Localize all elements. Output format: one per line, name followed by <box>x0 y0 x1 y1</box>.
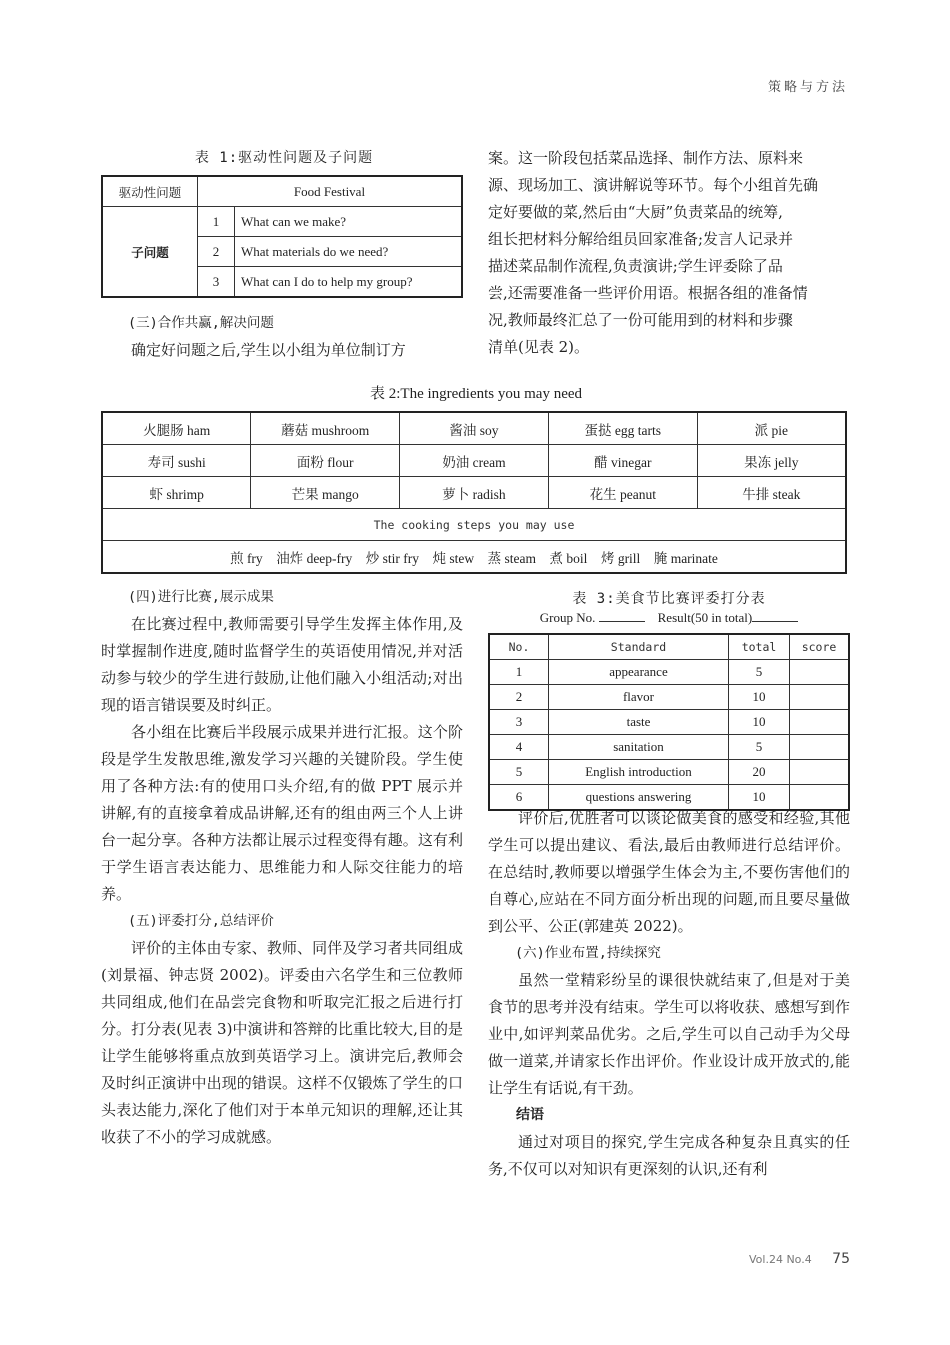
right-bottom-column <box>488 805 850 1183</box>
step-en: grill <box>617 550 641 566</box>
table1-question: What can we make? <box>235 207 463 237</box>
step-en: steam <box>504 550 537 566</box>
text-line: 组长把材料分解给组员回家准备;发言人记录并 <box>488 230 794 248</box>
table3-no: 5 <box>489 760 549 785</box>
step <box>433 551 475 566</box>
section-heading-3: (三)合作共赢,解决问题 <box>128 315 274 331</box>
ingredient-cell: 酱油 soy <box>400 412 549 445</box>
table3-score <box>790 710 850 735</box>
ingredient-cell: 面粉 flour <box>251 445 400 477</box>
table3-no: 6 <box>489 785 549 811</box>
paragraph: 评价的主体由专家、教师、同伴及学习者共同组成(刘景福、钟志贤 2002)。评委由六名学生和三位教师共同组成,他们在品尝完食物和听取完汇报之后进行打分。打分表(见表 3)中演讲和答辩的比重比较大,目的是让学生能够将重点放到英语学习上。演讲完后,教师会及时纠正演讲中出现的错误。这样不仅锻炼了学生的口头表达能力,深化了他们对于本单元知识的理解,还让其收获了不小的学习成就感。 <box>101 939 463 1146</box>
text-line: 况,教师最终汇总了一份可能用到的材料和步骤 <box>488 311 793 329</box>
conclusion-heading: 结语 <box>516 1107 544 1123</box>
ingredient-cell: 果冻 jelly <box>697 445 846 477</box>
ingredient-cell: 蘑菇 mushroom <box>251 412 400 445</box>
table3-subcaption <box>488 609 850 626</box>
result-label: Result(50 in total) <box>657 610 753 625</box>
ingredient-cell: 派 pie <box>697 412 846 445</box>
table2-caption: 表 2:The ingredients you may need <box>369 386 583 402</box>
table3-standard: sanitation <box>549 735 729 760</box>
table1-num: 2 <box>198 237 235 267</box>
ingredient-cell: 火腿肠 ham <box>102 412 251 445</box>
cooking-steps-row <box>102 541 846 574</box>
step <box>488 551 536 566</box>
step-zh: 烤 <box>600 550 615 566</box>
paragraph: 确定好问题之后,学生以小组为单位制订方 <box>131 341 406 359</box>
step-zh: 腌 <box>653 550 668 566</box>
table3-header: score <box>790 634 850 660</box>
table3-total: 10 <box>729 785 790 811</box>
step-zh: 煮 <box>549 550 564 566</box>
paragraph: 评价后,优胜者可以谈论做美食的感受和经验,其他学生可以提出建议、看法,最后由教师进行总结评价。在总结时,教师要以增强学生体会为主,不要伤害他们的自尊心,应站在不同方面分析出现的问题,而且要尽量做到公平、公正(郭建英 2022)。 <box>488 809 850 935</box>
group-label: Group No. <box>539 610 596 625</box>
ingredient-cell: 花生 peanut <box>548 477 697 509</box>
table3-total: 10 <box>729 685 790 710</box>
table3-no: 4 <box>489 735 549 760</box>
text-line: 案。这一阶段包括菜品选择、制作方法、原料来 <box>488 149 804 167</box>
ingredient-cell: 醋 vinegar <box>548 445 697 477</box>
step <box>276 551 352 566</box>
table1-question: What materials do we need? <box>235 237 463 267</box>
table1-caption: 表 1:驱动性问题及子问题 <box>194 150 374 166</box>
text-line: 描述菜品制作流程,负责演讲;学生评委除了品 <box>488 257 783 275</box>
table3-score <box>790 735 850 760</box>
section-header: 策略与方法 <box>767 80 848 95</box>
step <box>654 551 718 566</box>
step-en: boil <box>566 550 588 566</box>
table1-row-header-2: 子问题 <box>102 207 198 298</box>
step-zh: 煎 <box>230 550 244 566</box>
table1-question: What can I do to help my group? <box>235 267 463 298</box>
table3-header: total <box>729 634 790 660</box>
table1-num: 1 <box>198 207 235 237</box>
step <box>230 551 263 566</box>
step-zh: 炖 <box>432 550 447 566</box>
ingredient-cell: 萝卜 radish <box>400 477 549 509</box>
blank-line <box>599 609 645 622</box>
section-heading-4: (四)进行比赛,展示成果 <box>128 589 274 605</box>
step <box>601 551 640 566</box>
step-zh: 炒 <box>365 550 380 566</box>
table3-no: 3 <box>489 710 549 735</box>
step-zh: 油炸 <box>276 550 304 566</box>
table3-no: 1 <box>489 660 549 685</box>
ingredient-cell: 牛排 steak <box>697 477 846 509</box>
table3-standard: taste <box>549 710 729 735</box>
ingredient-cell: 蛋挞 egg tarts <box>548 412 697 445</box>
table3 <box>488 633 850 811</box>
text-line: 清单(见表 2)。 <box>488 338 590 356</box>
table3-total: 5 <box>729 660 790 685</box>
step-zh: 蒸 <box>487 550 502 566</box>
step <box>366 551 419 566</box>
text-line: 定好要做的菜,然后由“大厨”负责菜品的统筹, <box>488 203 783 221</box>
step-en: fry <box>246 550 263 566</box>
table2 <box>101 411 847 574</box>
step-en: stir fry <box>382 550 420 566</box>
table3-total: 10 <box>729 710 790 735</box>
table3-total: 20 <box>729 760 790 785</box>
table3-standard: appearance <box>549 660 729 685</box>
section-heading-5: (五)评委打分,总结评价 <box>128 913 274 929</box>
table3-caption: 表 3:美食节比赛评委打分表 <box>572 591 766 607</box>
right-top-text <box>488 145 850 361</box>
table3-header: Standard <box>549 634 729 660</box>
page-footer <box>749 1251 850 1267</box>
page-number: 75 <box>832 1251 850 1267</box>
step-en: marinate <box>670 550 718 566</box>
cooking-steps-title: The cooking steps you may use <box>102 509 846 541</box>
text-line: 源、现场加工、演讲解说等环节。每个小组首先确 <box>488 176 819 194</box>
ingredient-cell: 芒果 mango <box>251 477 400 509</box>
table3-header: No. <box>489 634 549 660</box>
section-heading-6: (六)作业布置,持续探究 <box>515 945 661 961</box>
paragraph: 各小组在比赛后半段展示成果并进行汇报。这个阶段是学生发散思维,激发学习兴趣的关键阶段。学生使用了各种方法:有的使用口头介绍,有的做 PPT 展示并讲解,有的直接拿着成品讲解,还有的组由两三个人上讲台一起分享。各种方法都让展示过程变得有趣。这有利于学生语言表达能力、思维能力和人际交往能力的培养。 <box>101 723 463 903</box>
ingredient-cell: 寿司 sushi <box>102 445 251 477</box>
table1 <box>101 175 463 298</box>
paragraph: 虽然一堂精彩纷呈的课很快就结束了,但是对于美食节的思考并没有结束。学生可以将收获、感想写到作业中,如评判菜品优劣。之后,学生可以自己动手为父母做一道菜,并请家长作出评价。作业设计成开放式的,能让学生有话说,有干劲。 <box>488 971 850 1097</box>
table1-topic: Food Festival <box>198 176 463 207</box>
volume-label: Vol.24 No.4 <box>749 1253 812 1266</box>
table1-row-header-1: 驱动性问题 <box>102 176 198 207</box>
table3-score <box>790 685 850 710</box>
blank-line <box>752 609 798 622</box>
table3-total: 5 <box>729 735 790 760</box>
table3-score <box>790 760 850 785</box>
table3-standard: flavor <box>549 685 729 710</box>
step-en: stew <box>449 550 475 566</box>
paragraph: 在比赛过程中,教师需要引导学生发挥主体作用,及时掌握制作进度,随时监督学生的英语使用情况,并对活动参与较少的学生进行鼓励,让他们融入小组活动;对出现的语言错误要及时纠正。 <box>101 615 463 714</box>
step-en: deep-fry <box>306 550 353 566</box>
table1-num: 3 <box>198 267 235 298</box>
table3-standard: questions answering <box>549 785 729 811</box>
table3-score <box>790 660 850 685</box>
table3-no: 2 <box>489 685 549 710</box>
text-line: 尝,还需要准备一些评价用语。根据各组的准备情 <box>488 284 808 302</box>
ingredient-cell: 奶油 cream <box>400 445 549 477</box>
paragraph: 通过对项目的探究,学生完成各种复杂且真实的任务,不仅可以对知识有更深刻的认识,还有利 <box>488 1133 850 1178</box>
ingredient-cell: 虾 shrimp <box>102 477 251 509</box>
step <box>550 551 588 566</box>
table3-standard: English introduction <box>549 760 729 785</box>
left-bottom-column <box>101 584 463 1151</box>
